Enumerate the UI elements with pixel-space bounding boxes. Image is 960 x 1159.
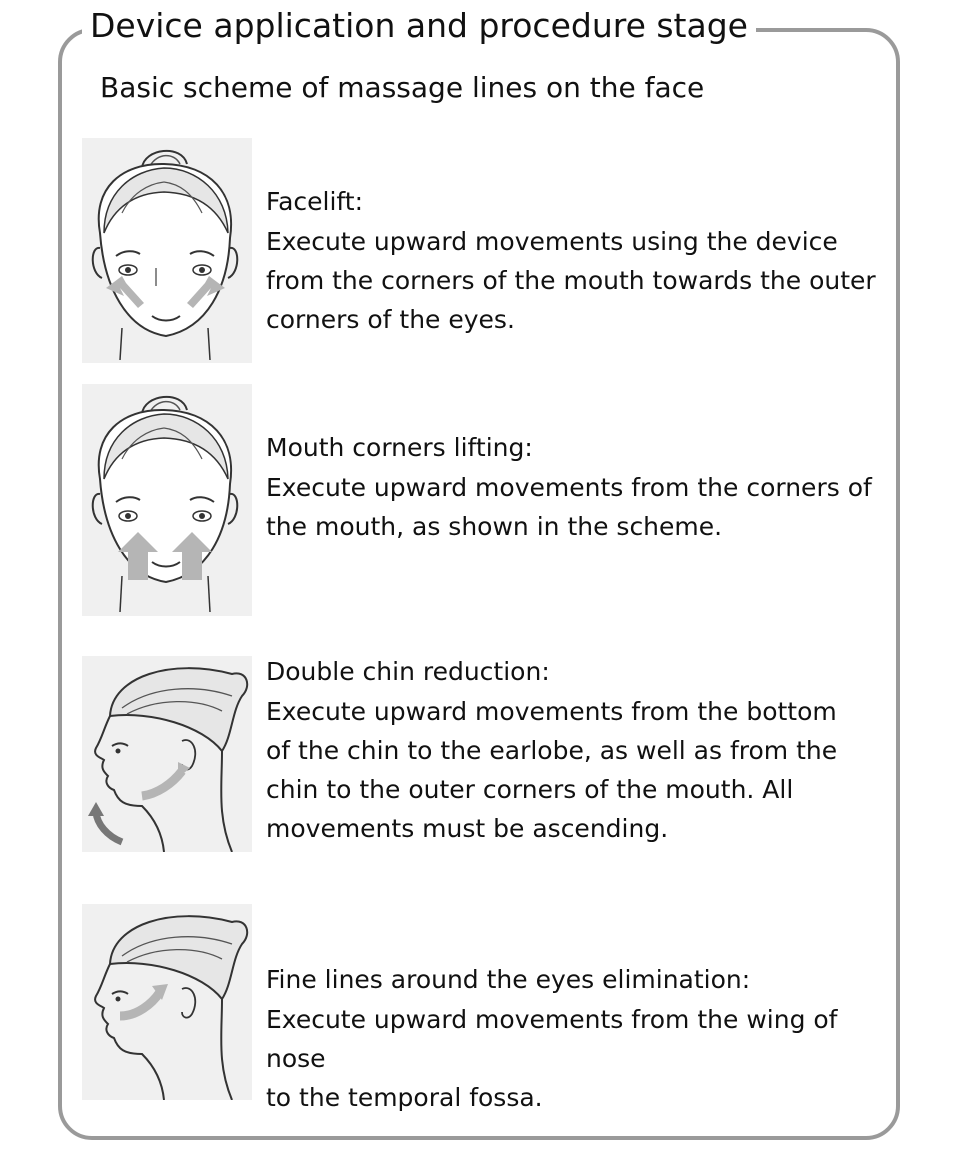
step-line: corners of the eyes. [266,305,515,334]
step-facelift [266,182,896,339]
step-line: Execute upward movements from the wing of nose [266,1005,838,1073]
step-line: Execute upward movements from the corners of [266,473,872,502]
step-line: of the chin to the earlobe, as well as from the [266,736,838,765]
step-heading: Facelift: [266,187,364,216]
step-heading: Double chin reduction: [266,657,550,686]
step-mouth-corners [266,428,896,546]
step-line: to the temporal fossa. [266,1083,543,1112]
step-line: Execute upward movements using the device [266,227,838,256]
step-double-chin [266,652,896,848]
section-title: Device application and procedure stage [82,2,756,50]
front-face-mouth-corners-icon [82,384,252,616]
step-line: chin to the outer corners of the mouth. All [266,775,794,804]
step-line: movements must be ascending. [266,814,669,843]
step-heading: Fine lines around the eyes elimination: [266,965,751,994]
side-face-double-chin-icon [82,656,252,852]
front-face-facelift-icon [82,138,252,363]
step-eye-lines [266,960,896,1117]
step-line: Execute upward movements from the bottom [266,697,837,726]
step-heading: Mouth corners lifting: [266,433,533,462]
step-line: the mouth, as shown in the scheme. [266,512,723,541]
subtitle: Basic scheme of massage lines on the face [100,71,705,104]
side-face-eye-lines-icon [82,904,252,1100]
step-line: from the corners of the mouth towards the outer [266,266,876,295]
